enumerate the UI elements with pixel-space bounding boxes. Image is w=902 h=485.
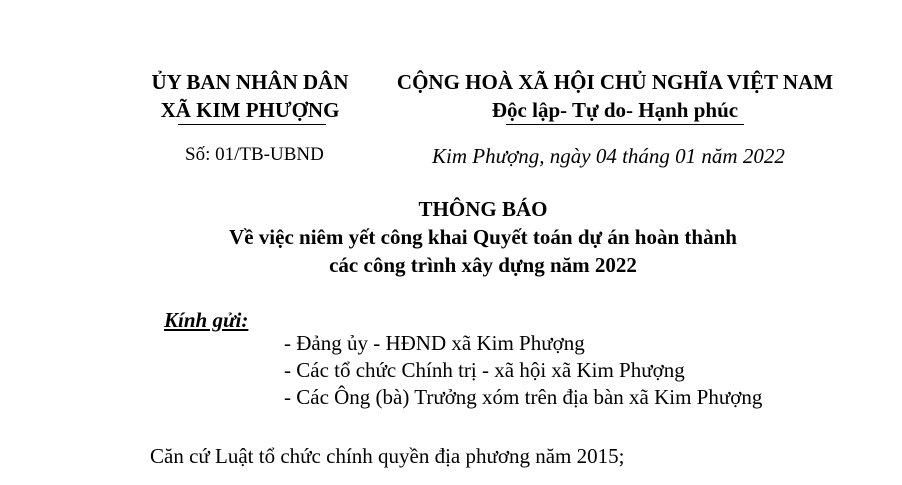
recipient-item: - Các tổ chức Chính trị - xã hội xã Kim Phượng	[284, 358, 685, 382]
national-title: CỘNG HOÀ XÃ HỘI CHỦ NGHĨA VIỆT NAM	[396, 70, 834, 94]
document-title: THÔNG BÁO	[418, 197, 548, 221]
recipient-item: - Đảng ủy - HĐND xã Kim Phượng	[284, 331, 585, 355]
issuing-org-line2: XÃ KIM PHƯỢNG	[160, 98, 340, 122]
document-number: Số: 01/TB-UBND	[185, 144, 324, 165]
national-motto: Độc lập- Tự do- Hạnh phúc	[491, 98, 739, 122]
legal-basis-line: Căn cứ Luật tổ chức chính quyền địa phương năm 2015;	[150, 444, 625, 468]
document-subject-line2: các công trình xây dựng năm 2022	[329, 253, 637, 277]
recipient-item: - Các Ông (bà) Trưởng xóm trên địa bàn xã Kim Phượng	[284, 385, 763, 409]
document-subject-line1: Về việc niêm yết công khai Quyết toán dự án hoàn thành	[229, 225, 737, 249]
place-and-date: Kim Phượng, ngày 04 tháng 01 năm 2022	[432, 144, 785, 168]
national-motto-underline	[506, 124, 744, 125]
issuing-org-line1: ỦY BAN NHÂN DÂN	[151, 70, 349, 94]
issuing-org-underline	[178, 124, 326, 125]
recipients-label: Kính gửi:	[164, 308, 249, 332]
